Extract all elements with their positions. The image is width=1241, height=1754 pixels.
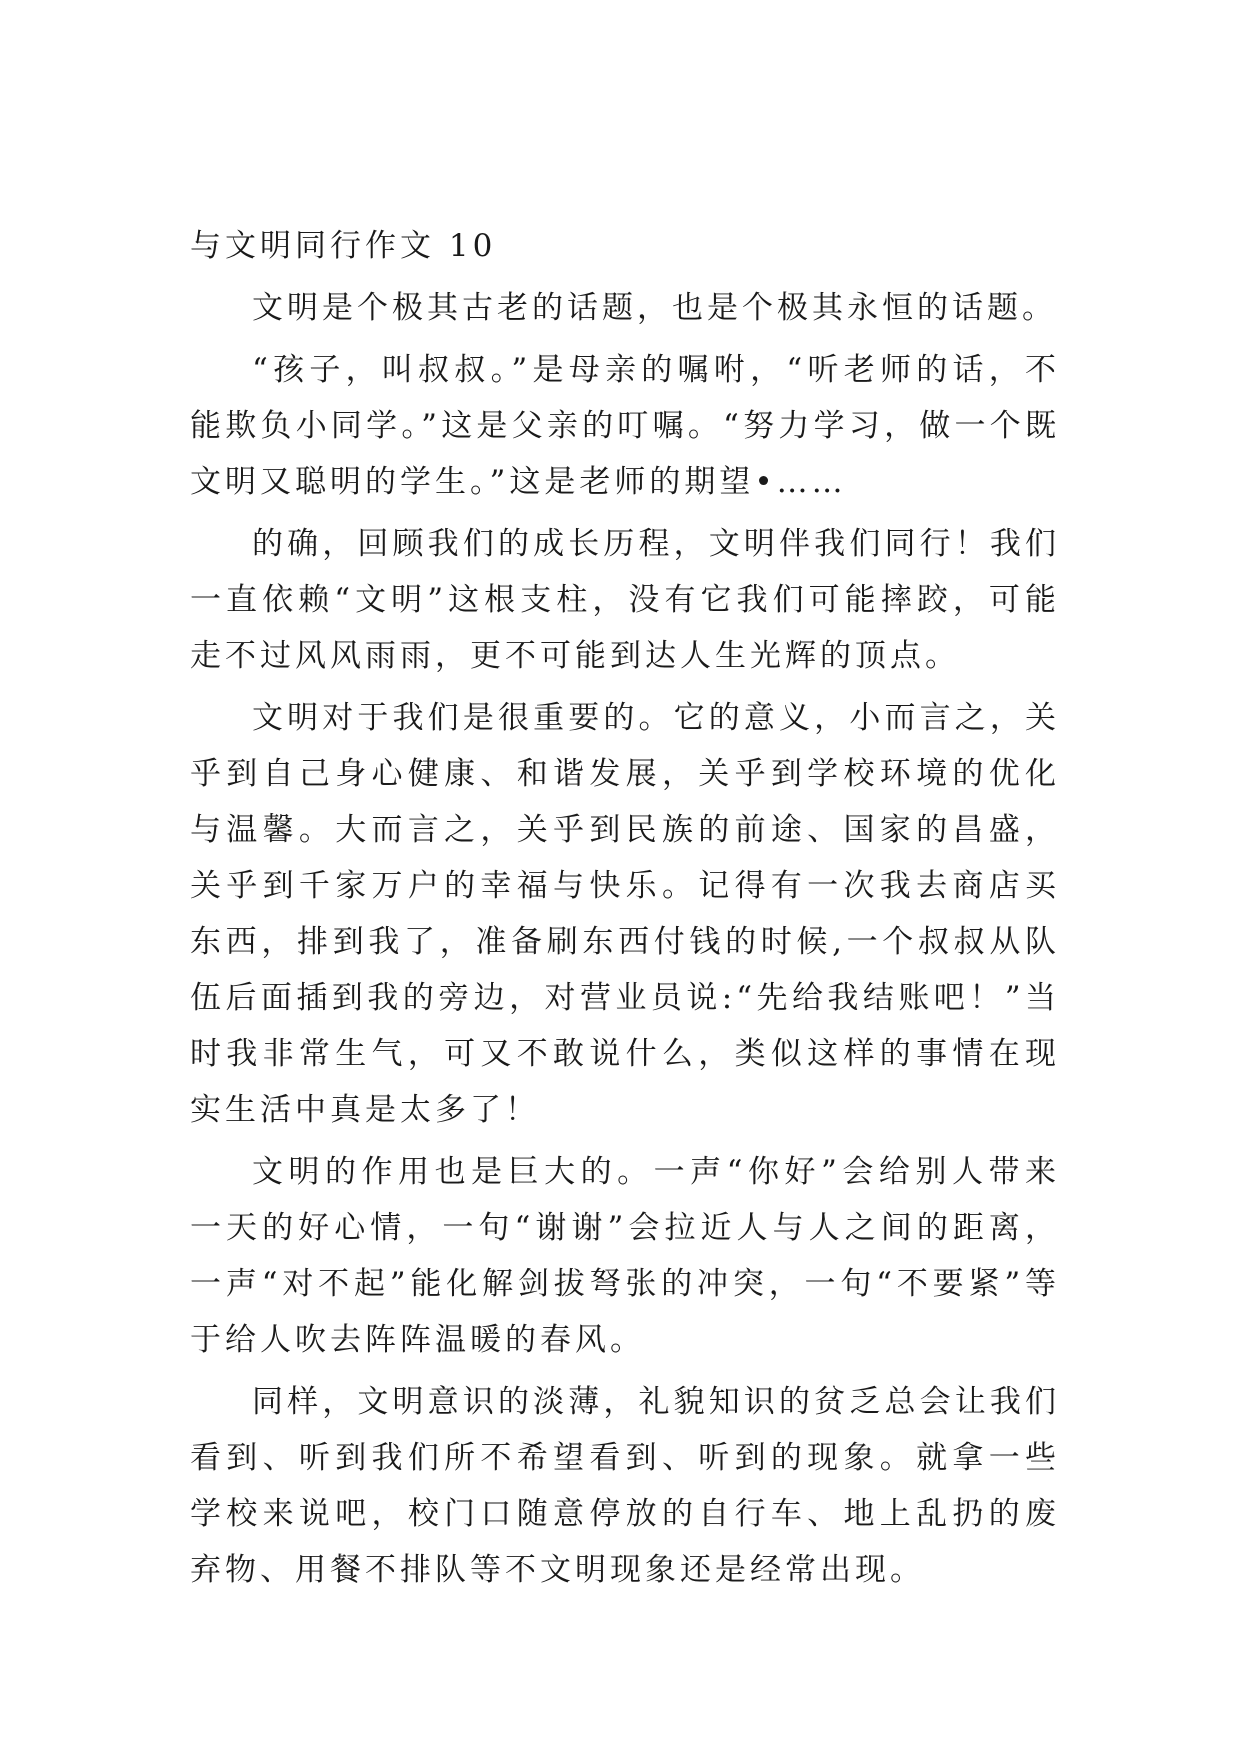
document-title: 与文明同行作文 10 (190, 228, 497, 264)
paragraph: 文明对于我们是很重要的。它的意义，小而言之，关乎到自己身心健康、和谐发展，关乎到学校环境的优化与温馨。大而言之，关乎到民族的前途、国家的昌盛，关乎到千家万户的幸福与快乐。记得有一次我去商店买东西，排到我了，准备刷东西付钱的时候,一个叔叔从队伍后面插到我的旁边，对营业员说:“先给我结账吧！”当时我非常生气，可又不敢说什么，类似这样的事情在现实生活中真是太多了！ (190, 700, 1060, 1128)
paragraph: 同样，文明意识的淡薄，礼貌知识的贫乏总会让我们看到、听到我们所不希望看到、听到的现象。就拿一些学校来说吧，校门口随意停放的自行车、地上乱扔的废弃物、用餐不排队等不文明现象还是经常出现。 (190, 1384, 1060, 1588)
paragraph: 文明是个极其古老的话题，也是个极其永恒的话题。 (252, 290, 1057, 326)
paragraph: 文明的作用也是巨大的。一声“你好”会给别人带来一天的好心情，一句“谢谢”会拉近人与人之间的距离，一声“对不起”能化解剑拔弩张的冲突，一句“不要紧”等于给人吹去阵阵温暖的春风。 (190, 1154, 1060, 1358)
paragraph: “孩子，叫叔叔。”是母亲的嘱咐，“听老师的话，不能欺负小同学。”这是父亲的叮嘱。“努力学习，做一个既文明又聪明的学生。”这是老师的期望•…… (190, 352, 1060, 500)
paragraph: 的确，回顾我们的成长历程，文明伴我们同行！我们一直依赖“文明”这根支柱，没有它我们可能摔跤，可能走不过风风雨雨，更不可能到达人生光辉的顶点。 (190, 526, 1060, 674)
document-body (190, 218, 1060, 1604)
